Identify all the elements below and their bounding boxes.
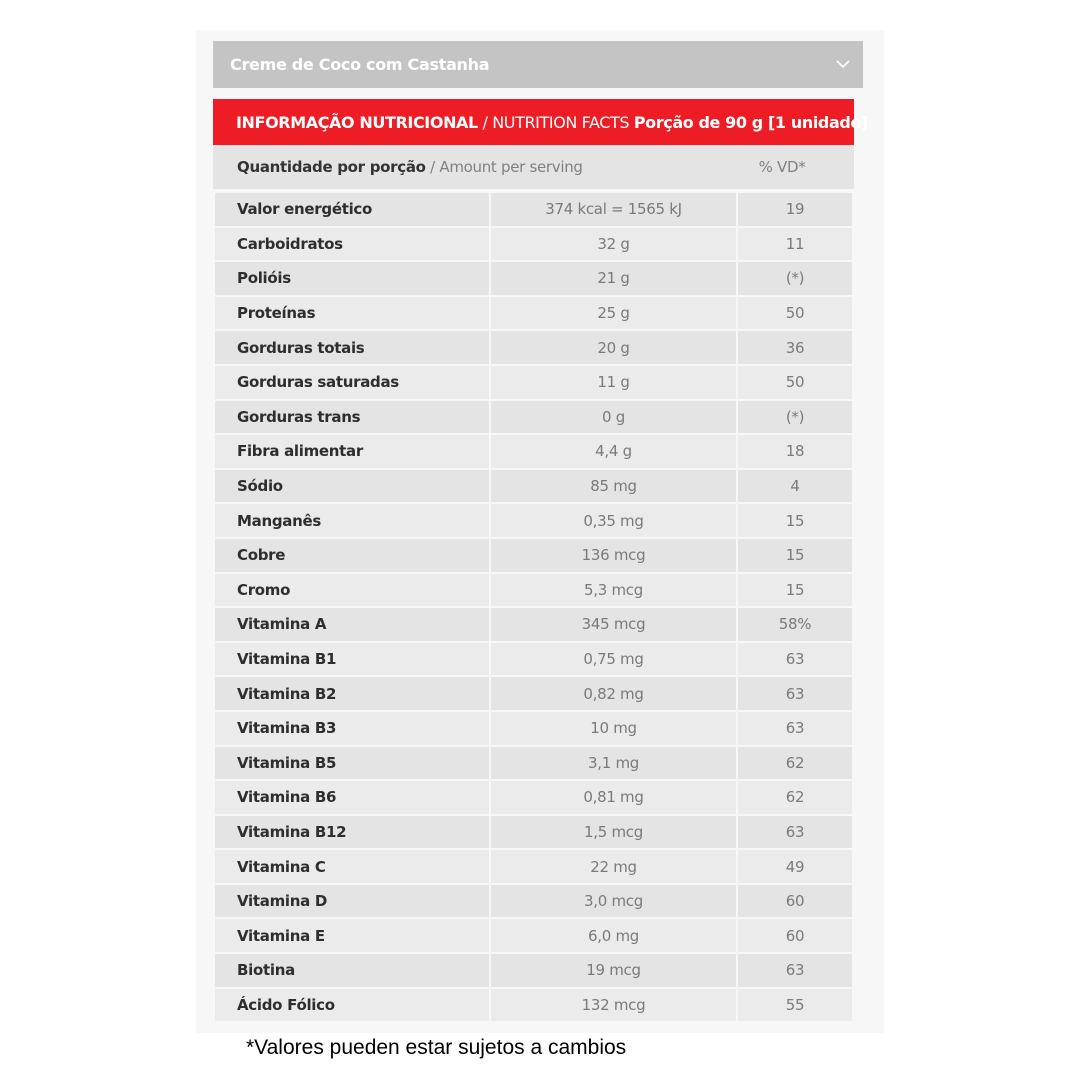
table-row (214, 607, 853, 642)
nutrient-name: Vitamina C (214, 849, 490, 884)
nutrient-vd: 50 (737, 365, 853, 400)
nutrient-name: Gorduras saturadas (214, 365, 490, 400)
nutrient-amount: 22 mg (490, 849, 737, 884)
table-row (214, 400, 853, 435)
nutrient-name: Polióis (214, 261, 490, 296)
nutrient-amount: 21 g (490, 261, 737, 296)
footnote: *Valores pueden estar sujetos a cambios (246, 1036, 627, 1059)
nutrient-amount: 374 kcal = 1565 kJ (490, 192, 737, 227)
nutrient-amount: 19 mcg (490, 953, 737, 988)
table-row (214, 227, 853, 262)
table-row (214, 538, 853, 573)
nutrient-name: Gorduras trans (214, 400, 490, 435)
nutrient-name: Vitamina B3 (214, 711, 490, 746)
header-title-en: / NUTRITION FACTS (477, 112, 634, 132)
nutrient-name: Fibra alimentar (214, 434, 490, 469)
nutrient-amount: 136 mcg (490, 538, 737, 573)
nutrient-table (213, 191, 854, 1023)
nutrient-name: Vitamina A (214, 607, 490, 642)
nutrient-vd: 63 (737, 711, 853, 746)
table-row (214, 573, 853, 608)
nutrient-vd: 58% (737, 607, 853, 642)
table-row (214, 988, 853, 1023)
table-row (214, 711, 853, 746)
table-row (214, 365, 853, 400)
table-row (214, 296, 853, 331)
accordion-title: Creme de Coco com Castanha (230, 55, 490, 74)
nutrient-amount: 10 mg (490, 711, 737, 746)
nutrient-name: Ácido Fólico (214, 988, 490, 1023)
nutrient-vd: 63 (737, 815, 853, 850)
nutrient-amount: 0,35 mg (490, 503, 737, 538)
nutrient-name: Valor energético (214, 192, 490, 227)
table-row (214, 918, 853, 953)
nutrition-facts-header (213, 99, 868, 145)
nutrient-vd: 49 (737, 849, 853, 884)
nutrient-vd: 63 (737, 642, 853, 677)
nutrient-name: Proteínas (214, 296, 490, 331)
nutrient-amount: 3,0 mcg (490, 884, 737, 919)
nutrient-vd: 63 (737, 676, 853, 711)
table-row (214, 261, 853, 296)
nutrient-name: Cobre (214, 538, 490, 573)
nutrient-amount: 1,5 mcg (490, 815, 737, 850)
nutrient-vd: 15 (737, 538, 853, 573)
nutrient-name: Vitamina B6 (214, 780, 490, 815)
nutrient-amount: 20 g (490, 330, 737, 365)
nutrient-vd: (*) (737, 261, 853, 296)
nutrient-name: Cromo (214, 573, 490, 608)
nutrient-name: Vitamina B12 (214, 815, 490, 850)
amount-label-pt: Quantidade por porção (237, 158, 426, 176)
nutrient-vd: 19 (737, 192, 853, 227)
nutrient-vd: 50 (737, 296, 853, 331)
nutrient-amount: 85 mg (490, 469, 737, 504)
nutrient-amount: 0,75 mg (490, 642, 737, 677)
nutrient-amount: 3,1 mg (490, 746, 737, 781)
table-row (214, 469, 853, 504)
chevron-down-icon[interactable] (835, 57, 851, 73)
nutrient-amount: 11 g (490, 365, 737, 400)
nutrient-amount: 4,4 g (490, 434, 737, 469)
accordion-header[interactable] (213, 41, 863, 88)
nutrient-vd: 60 (737, 918, 853, 953)
vd-column-header: % VD* (758, 158, 806, 176)
nutrient-vd: 36 (737, 330, 853, 365)
nutrient-name: Vitamina D (214, 884, 490, 919)
amount-label (213, 158, 710, 176)
nutrient-vd: 55 (737, 988, 853, 1023)
nutrient-vd: 4 (737, 469, 853, 504)
table-row (214, 642, 853, 677)
nutrient-amount: 0,81 mg (490, 780, 737, 815)
table-row (214, 192, 853, 227)
header-serving: Porção de 90 g [1 unidade] (633, 112, 868, 132)
nutrient-name: Sódio (214, 469, 490, 504)
nutrient-vd: 15 (737, 503, 853, 538)
table-row (214, 953, 853, 988)
table-row (214, 434, 853, 469)
nutrient-vd: 11 (737, 227, 853, 262)
nutrient-vd: 18 (737, 434, 853, 469)
nutrient-name: Vitamina B1 (214, 642, 490, 677)
nutrient-vd: 60 (737, 884, 853, 919)
nutrient-amount: 25 g (490, 296, 737, 331)
nutrient-name: Gorduras totais (214, 330, 490, 365)
nutrient-amount: 132 mcg (490, 988, 737, 1023)
amount-per-serving-row (213, 145, 854, 189)
nutrient-name: Vitamina B2 (214, 676, 490, 711)
table-row (214, 746, 853, 781)
table-row (214, 884, 853, 919)
nutrient-vd: 63 (737, 953, 853, 988)
nutrient-name: Biotina (214, 953, 490, 988)
nutrient-amount: 5,3 mcg (490, 573, 737, 608)
nutrient-amount: 0 g (490, 400, 737, 435)
nutrient-amount: 0,82 mg (490, 676, 737, 711)
nutrient-amount: 32 g (490, 227, 737, 262)
amount-label-en: / Amount per serving (425, 158, 583, 176)
table-row (214, 849, 853, 884)
nutrient-name: Vitamina B5 (214, 746, 490, 781)
nutrient-amount: 345 mcg (490, 607, 737, 642)
table-row (214, 330, 853, 365)
nutrient-vd: 62 (737, 780, 853, 815)
nutrition-facts-table (213, 99, 868, 1023)
nutrient-vd: (*) (737, 400, 853, 435)
nutrient-vd: 15 (737, 573, 853, 608)
nutrient-vd: 62 (737, 746, 853, 781)
nutrient-name: Vitamina E (214, 918, 490, 953)
table-row (214, 503, 853, 538)
table-row (214, 780, 853, 815)
nutrient-name: Manganês (214, 503, 490, 538)
table-row (214, 815, 853, 850)
table-row (214, 676, 853, 711)
nutrient-amount: 6,0 mg (490, 918, 737, 953)
nutrient-name: Carboidratos (214, 227, 490, 262)
header-title-pt: INFORMAÇÃO NUTRICIONAL (236, 112, 478, 132)
